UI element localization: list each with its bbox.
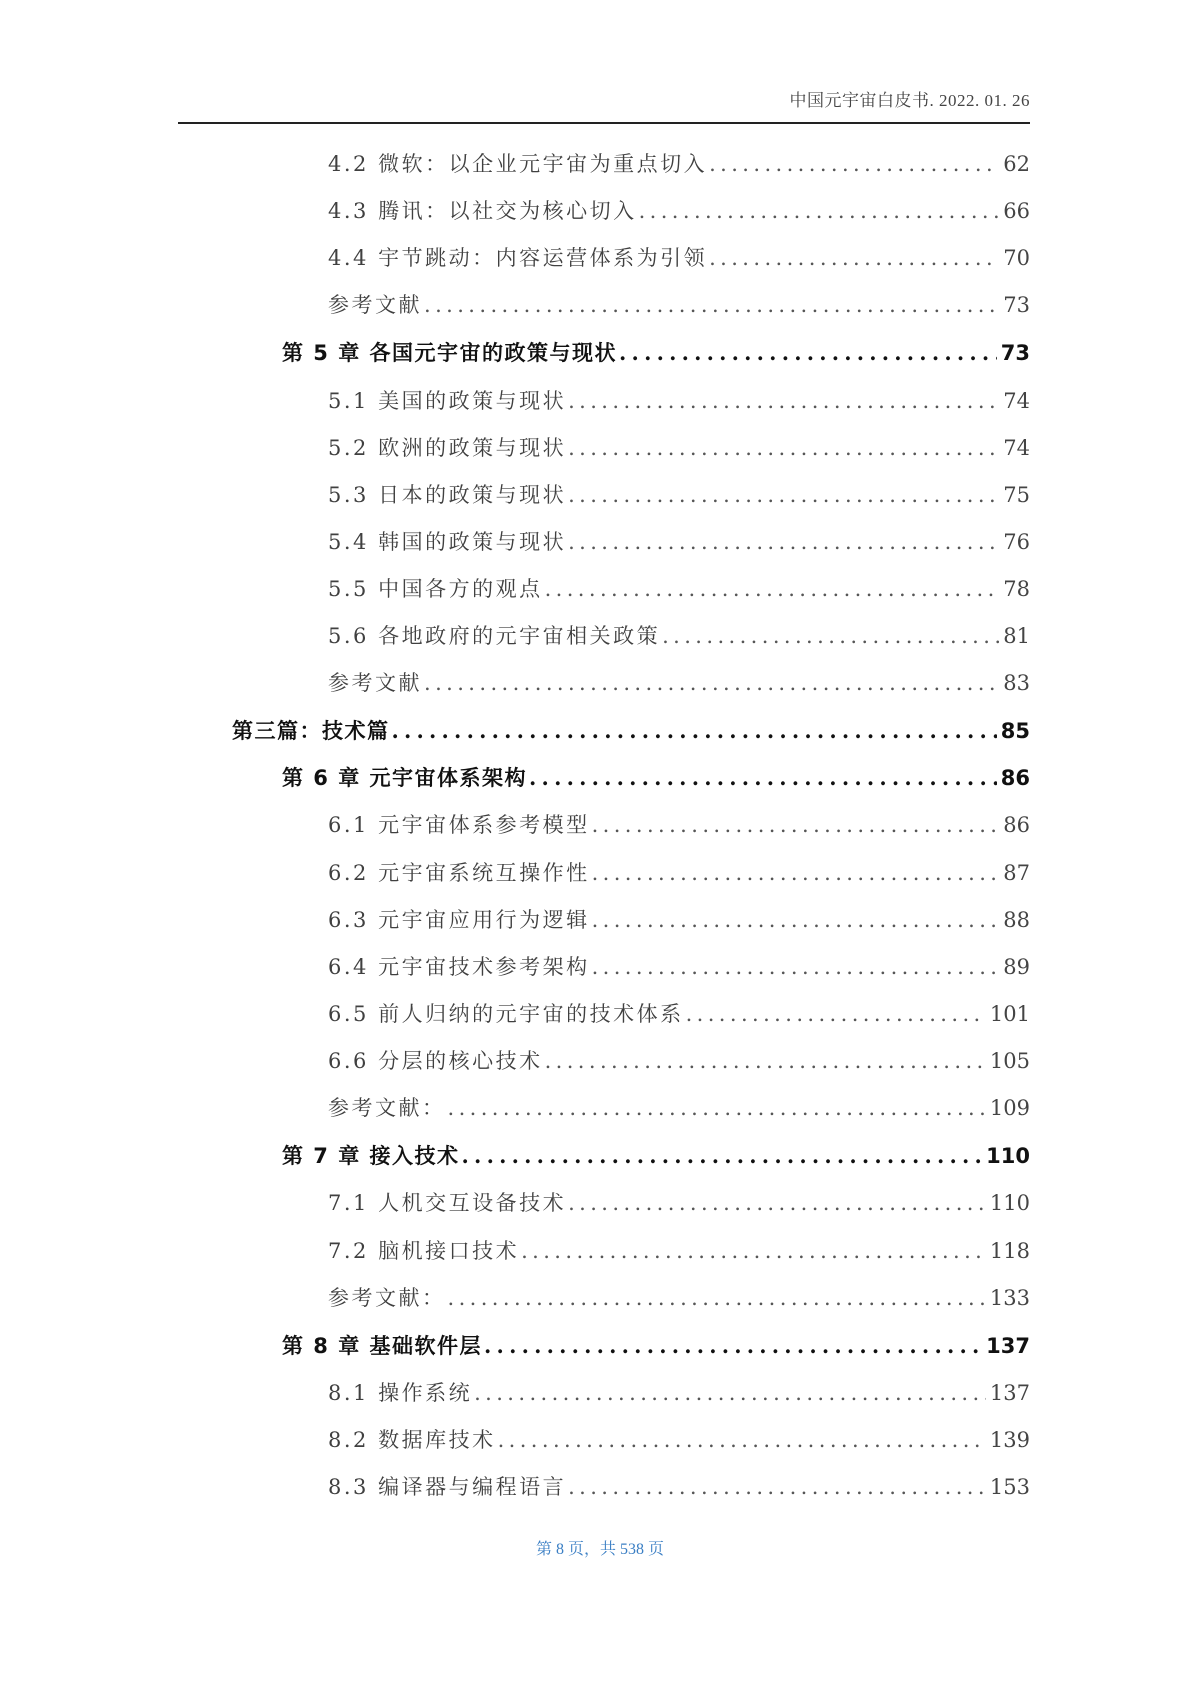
- toc-label: 4.3 腾讯：以社交为核心切入: [328, 199, 637, 223]
- toc-label: 5.1 美国的政策与现状: [328, 389, 567, 413]
- toc-entry[interactable]: [328, 1471, 1030, 1501]
- toc-label: 参考文献：: [328, 1096, 446, 1120]
- toc-page: 83: [1003, 671, 1030, 695]
- leader-dots: [662, 624, 999, 648]
- toc-entry[interactable]: [328, 1092, 1030, 1122]
- toc-entry[interactable]: [328, 526, 1030, 556]
- toc-page: 76: [1003, 530, 1030, 554]
- toc-page: 86: [1003, 813, 1030, 837]
- toc-label: 5.2 欧洲的政策与现状: [328, 436, 567, 460]
- toc-page: 110: [989, 1191, 1030, 1215]
- toc-page: 73: [1003, 293, 1030, 317]
- toc-label: 7.2 脑机接口技术: [328, 1239, 520, 1263]
- toc-page: 78: [1003, 577, 1030, 601]
- toc-entry[interactable]: [328, 667, 1030, 697]
- toc-page: 70: [1003, 246, 1030, 270]
- toc-label: 6.6 分层的核心技术: [328, 1049, 543, 1073]
- toc-label: 第 7 章 接入技术: [282, 1144, 460, 1168]
- toc-page: 137: [989, 1381, 1030, 1405]
- toc-page: 74: [1003, 389, 1030, 413]
- toc-label: 6.1 元宇宙体系参考模型: [328, 813, 590, 837]
- leader-dots: [686, 1002, 986, 1026]
- toc-page: 110: [986, 1144, 1030, 1168]
- toc-page: 81: [1003, 624, 1030, 648]
- leader-dots: [592, 813, 1000, 837]
- toc-page: 109: [989, 1096, 1030, 1120]
- leader-dots: [568, 436, 999, 460]
- toc-entry[interactable]: [328, 1424, 1030, 1454]
- toc-entry[interactable]: [328, 479, 1030, 509]
- toc-label: 5.5 中国各方的观点: [328, 577, 543, 601]
- toc-entry[interactable]: [328, 620, 1030, 650]
- header-title: 中国元宇宙白皮书. 2022. 01. 26: [789, 91, 1030, 110]
- leader-dots: [568, 1191, 986, 1215]
- toc-entry[interactable]: [328, 951, 1030, 981]
- toc-chapter[interactable]: [282, 1140, 1030, 1170]
- leader-dots: [568, 1475, 986, 1499]
- toc-label: 第 6 章 元宇宙体系架构: [282, 766, 528, 790]
- leader-dots: [448, 1096, 986, 1120]
- leader-dots: [592, 908, 1000, 932]
- toc-label: 第三篇：技术篇: [232, 719, 390, 743]
- leader-dots: [529, 765, 997, 790]
- leader-dots: [709, 246, 999, 270]
- toc-page: 87: [1003, 861, 1030, 885]
- toc-chapter[interactable]: [282, 762, 1030, 792]
- page-indicator: 第 8 页，共 538 页: [535, 1541, 664, 1558]
- leader-dots: [592, 861, 1000, 885]
- toc-entry[interactable]: [328, 1045, 1030, 1075]
- toc-entry[interactable]: [328, 148, 1030, 178]
- leader-dots: [709, 152, 999, 176]
- leader-dots: [424, 671, 999, 695]
- leader-dots: [462, 1143, 983, 1168]
- toc-page: 118: [989, 1239, 1030, 1263]
- toc-entry[interactable]: [328, 1282, 1030, 1312]
- leader-dots: [568, 483, 999, 507]
- toc-page: 105: [989, 1049, 1030, 1073]
- leader-dots: [498, 1428, 986, 1452]
- toc-label: 5.4 韩国的政策与现状: [328, 530, 567, 554]
- leader-dots: [568, 530, 999, 554]
- toc-page: 139: [989, 1428, 1030, 1452]
- toc-entry[interactable]: [328, 195, 1030, 225]
- toc-page: 153: [989, 1475, 1030, 1499]
- toc-page: 66: [1003, 199, 1030, 223]
- leader-dots: [448, 1286, 986, 1310]
- toc-page: 88: [1003, 908, 1030, 932]
- toc-entry[interactable]: [328, 904, 1030, 934]
- toc-page: 62: [1003, 152, 1030, 176]
- toc-label: 6.2 元宇宙系统互操作性: [328, 861, 590, 885]
- toc-entry[interactable]: [328, 573, 1030, 603]
- toc-page: 133: [989, 1286, 1030, 1310]
- toc-page: 89: [1003, 955, 1030, 979]
- toc-label: 4.4 宇节跳动：内容运营体系为引领: [328, 246, 708, 270]
- toc-label: 8.3 编译器与编程语言: [328, 1475, 567, 1499]
- toc-entry[interactable]: [328, 1235, 1030, 1265]
- toc-entry[interactable]: [328, 289, 1030, 319]
- leader-dots: [424, 293, 999, 317]
- toc-entry[interactable]: [328, 857, 1030, 887]
- leader-dots: [545, 1049, 986, 1073]
- toc-entry[interactable]: [328, 385, 1030, 415]
- toc-label: 8.1 操作系统: [328, 1381, 473, 1405]
- leader-dots: [392, 718, 997, 743]
- toc-label: 第 5 章 各国元宇宙的政策与现状: [282, 341, 618, 365]
- toc-label: 参考文献: [328, 671, 422, 695]
- toc-page: 75: [1003, 483, 1030, 507]
- toc-entry[interactable]: [328, 1377, 1030, 1407]
- toc-entry[interactable]: [328, 998, 1030, 1028]
- toc-label: 8.2 数据库技术: [328, 1428, 496, 1452]
- toc-label: 6.5 前人归纳的元宇宙的技术体系: [328, 1002, 684, 1026]
- leader-dots: [521, 1239, 986, 1263]
- toc-page: 137: [986, 1334, 1030, 1358]
- toc-label: 7.1 人机交互设备技术: [328, 1191, 567, 1215]
- toc-label: 5.3 日本的政策与现状: [328, 483, 567, 507]
- toc-page: 85: [1000, 719, 1030, 743]
- leader-dots: [484, 1333, 982, 1358]
- leader-dots: [592, 955, 1000, 979]
- toc-label: 第 8 章 基础软件层: [282, 1334, 483, 1358]
- leader-dots: [568, 389, 999, 413]
- toc-part[interactable]: [232, 715, 1030, 745]
- toc-page: 73: [1000, 341, 1030, 365]
- toc-chapter[interactable]: [282, 1330, 1030, 1360]
- toc-label: 6.4 元宇宙技术参考架构: [328, 955, 590, 979]
- toc-label: 5.6 各地政府的元宇宙相关政策: [328, 624, 661, 648]
- leader-dots: [639, 199, 1000, 223]
- page-header: [178, 82, 1030, 124]
- toc-page: 86: [1000, 766, 1030, 790]
- toc-label: 参考文献：: [328, 1286, 446, 1310]
- toc-label: 6.3 元宇宙应用行为逻辑: [328, 908, 590, 932]
- leader-dots: [619, 340, 997, 365]
- toc-entry[interactable]: [328, 242, 1030, 272]
- toc-label: 参考文献: [328, 293, 422, 317]
- leader-dots: [474, 1381, 986, 1405]
- toc-entry[interactable]: [328, 432, 1030, 462]
- toc-entry[interactable]: [328, 1187, 1030, 1217]
- toc-page: 101: [989, 1002, 1030, 1026]
- toc-entry[interactable]: [328, 809, 1030, 839]
- toc-chapter[interactable]: [282, 337, 1030, 367]
- leader-dots: [545, 577, 1000, 601]
- toc-label: 4.2 微软：以企业元宇宙为重点切入: [328, 152, 708, 176]
- toc-page: 74: [1003, 436, 1030, 460]
